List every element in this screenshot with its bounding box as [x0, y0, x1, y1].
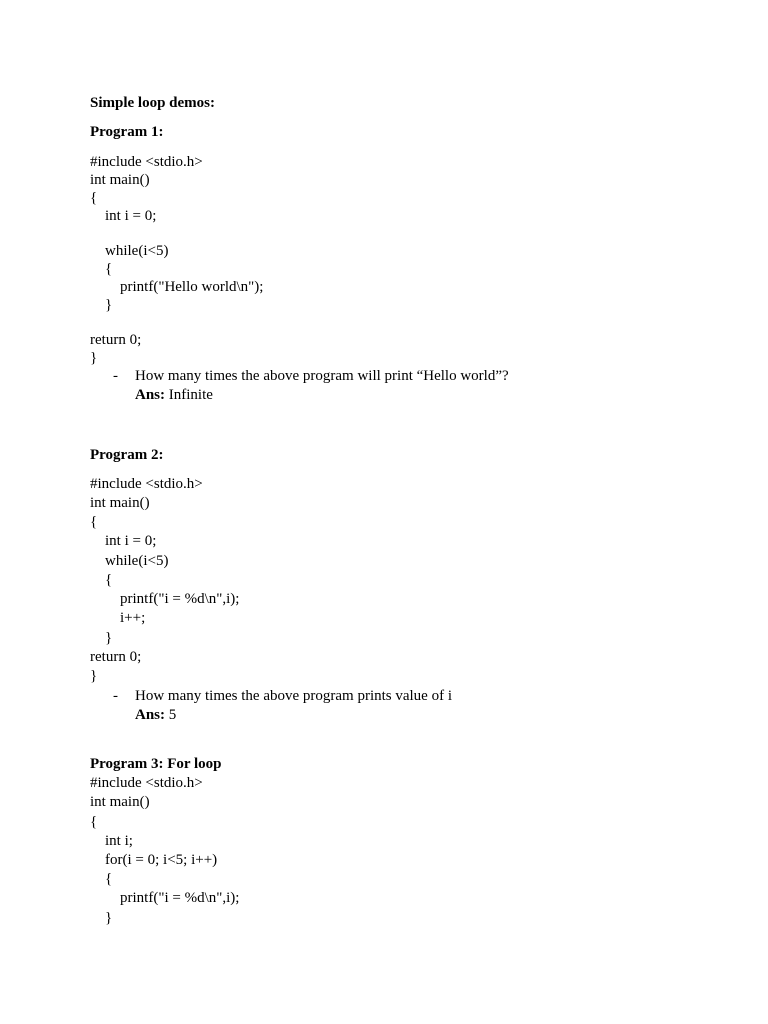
- code-line: while(i<5): [105, 243, 169, 259]
- answer-value: 5: [168, 707, 177, 723]
- code-line: printf("i = %d\n",i);: [120, 890, 240, 906]
- code-line: {: [105, 572, 113, 588]
- program2-title: Program 2:: [90, 447, 164, 463]
- code-line: int main(): [90, 172, 150, 188]
- answer-label: Ans:: [135, 707, 166, 723]
- code-line: }: [90, 350, 98, 366]
- code-line: #include <stdio.h>: [90, 154, 203, 170]
- code-line: for(i = 0; i<5; i++): [105, 852, 218, 868]
- bullet-dash: -: [113, 688, 118, 704]
- code-line: }: [105, 630, 113, 646]
- code-line: #include <stdio.h>: [90, 775, 203, 791]
- code-line: }: [105, 910, 113, 926]
- code-line: int i = 0;: [105, 208, 157, 224]
- code-line: int main(): [90, 495, 150, 511]
- program1-question: How many times the above program will print “Hello world”?: [135, 368, 509, 384]
- code-line: {: [105, 261, 113, 277]
- code-line: int i = 0;: [105, 533, 157, 549]
- program1-answer: [135, 386, 213, 404]
- code-line: {: [90, 514, 98, 530]
- answer-value: Infinite: [168, 387, 213, 403]
- code-line: printf("Hello world\n");: [120, 279, 264, 295]
- code-line: return 0;: [90, 649, 142, 665]
- document-heading: Simple loop demos:: [90, 95, 216, 111]
- code-line: while(i<5): [105, 553, 169, 569]
- code-line: #include <stdio.h>: [90, 476, 203, 492]
- code-line: {: [105, 871, 113, 887]
- answer-label: Ans:: [135, 387, 166, 403]
- code-line: {: [90, 814, 98, 830]
- code-line: return 0;: [90, 332, 142, 348]
- program2-answer: [135, 706, 176, 724]
- code-line: int i;: [105, 833, 133, 849]
- program3-title: Program 3: For loop: [90, 756, 222, 772]
- code-line: }: [90, 668, 98, 684]
- program2-question: How many times the above program prints value of i: [135, 688, 453, 704]
- code-line: {: [90, 190, 98, 206]
- program1-title: Program 1:: [90, 124, 164, 140]
- code-line: }: [105, 297, 113, 313]
- code-line: printf("i = %d\n",i);: [120, 591, 240, 607]
- code-line: int main(): [90, 794, 150, 810]
- bullet-dash: -: [113, 368, 118, 384]
- code-line: i++;: [120, 610, 146, 626]
